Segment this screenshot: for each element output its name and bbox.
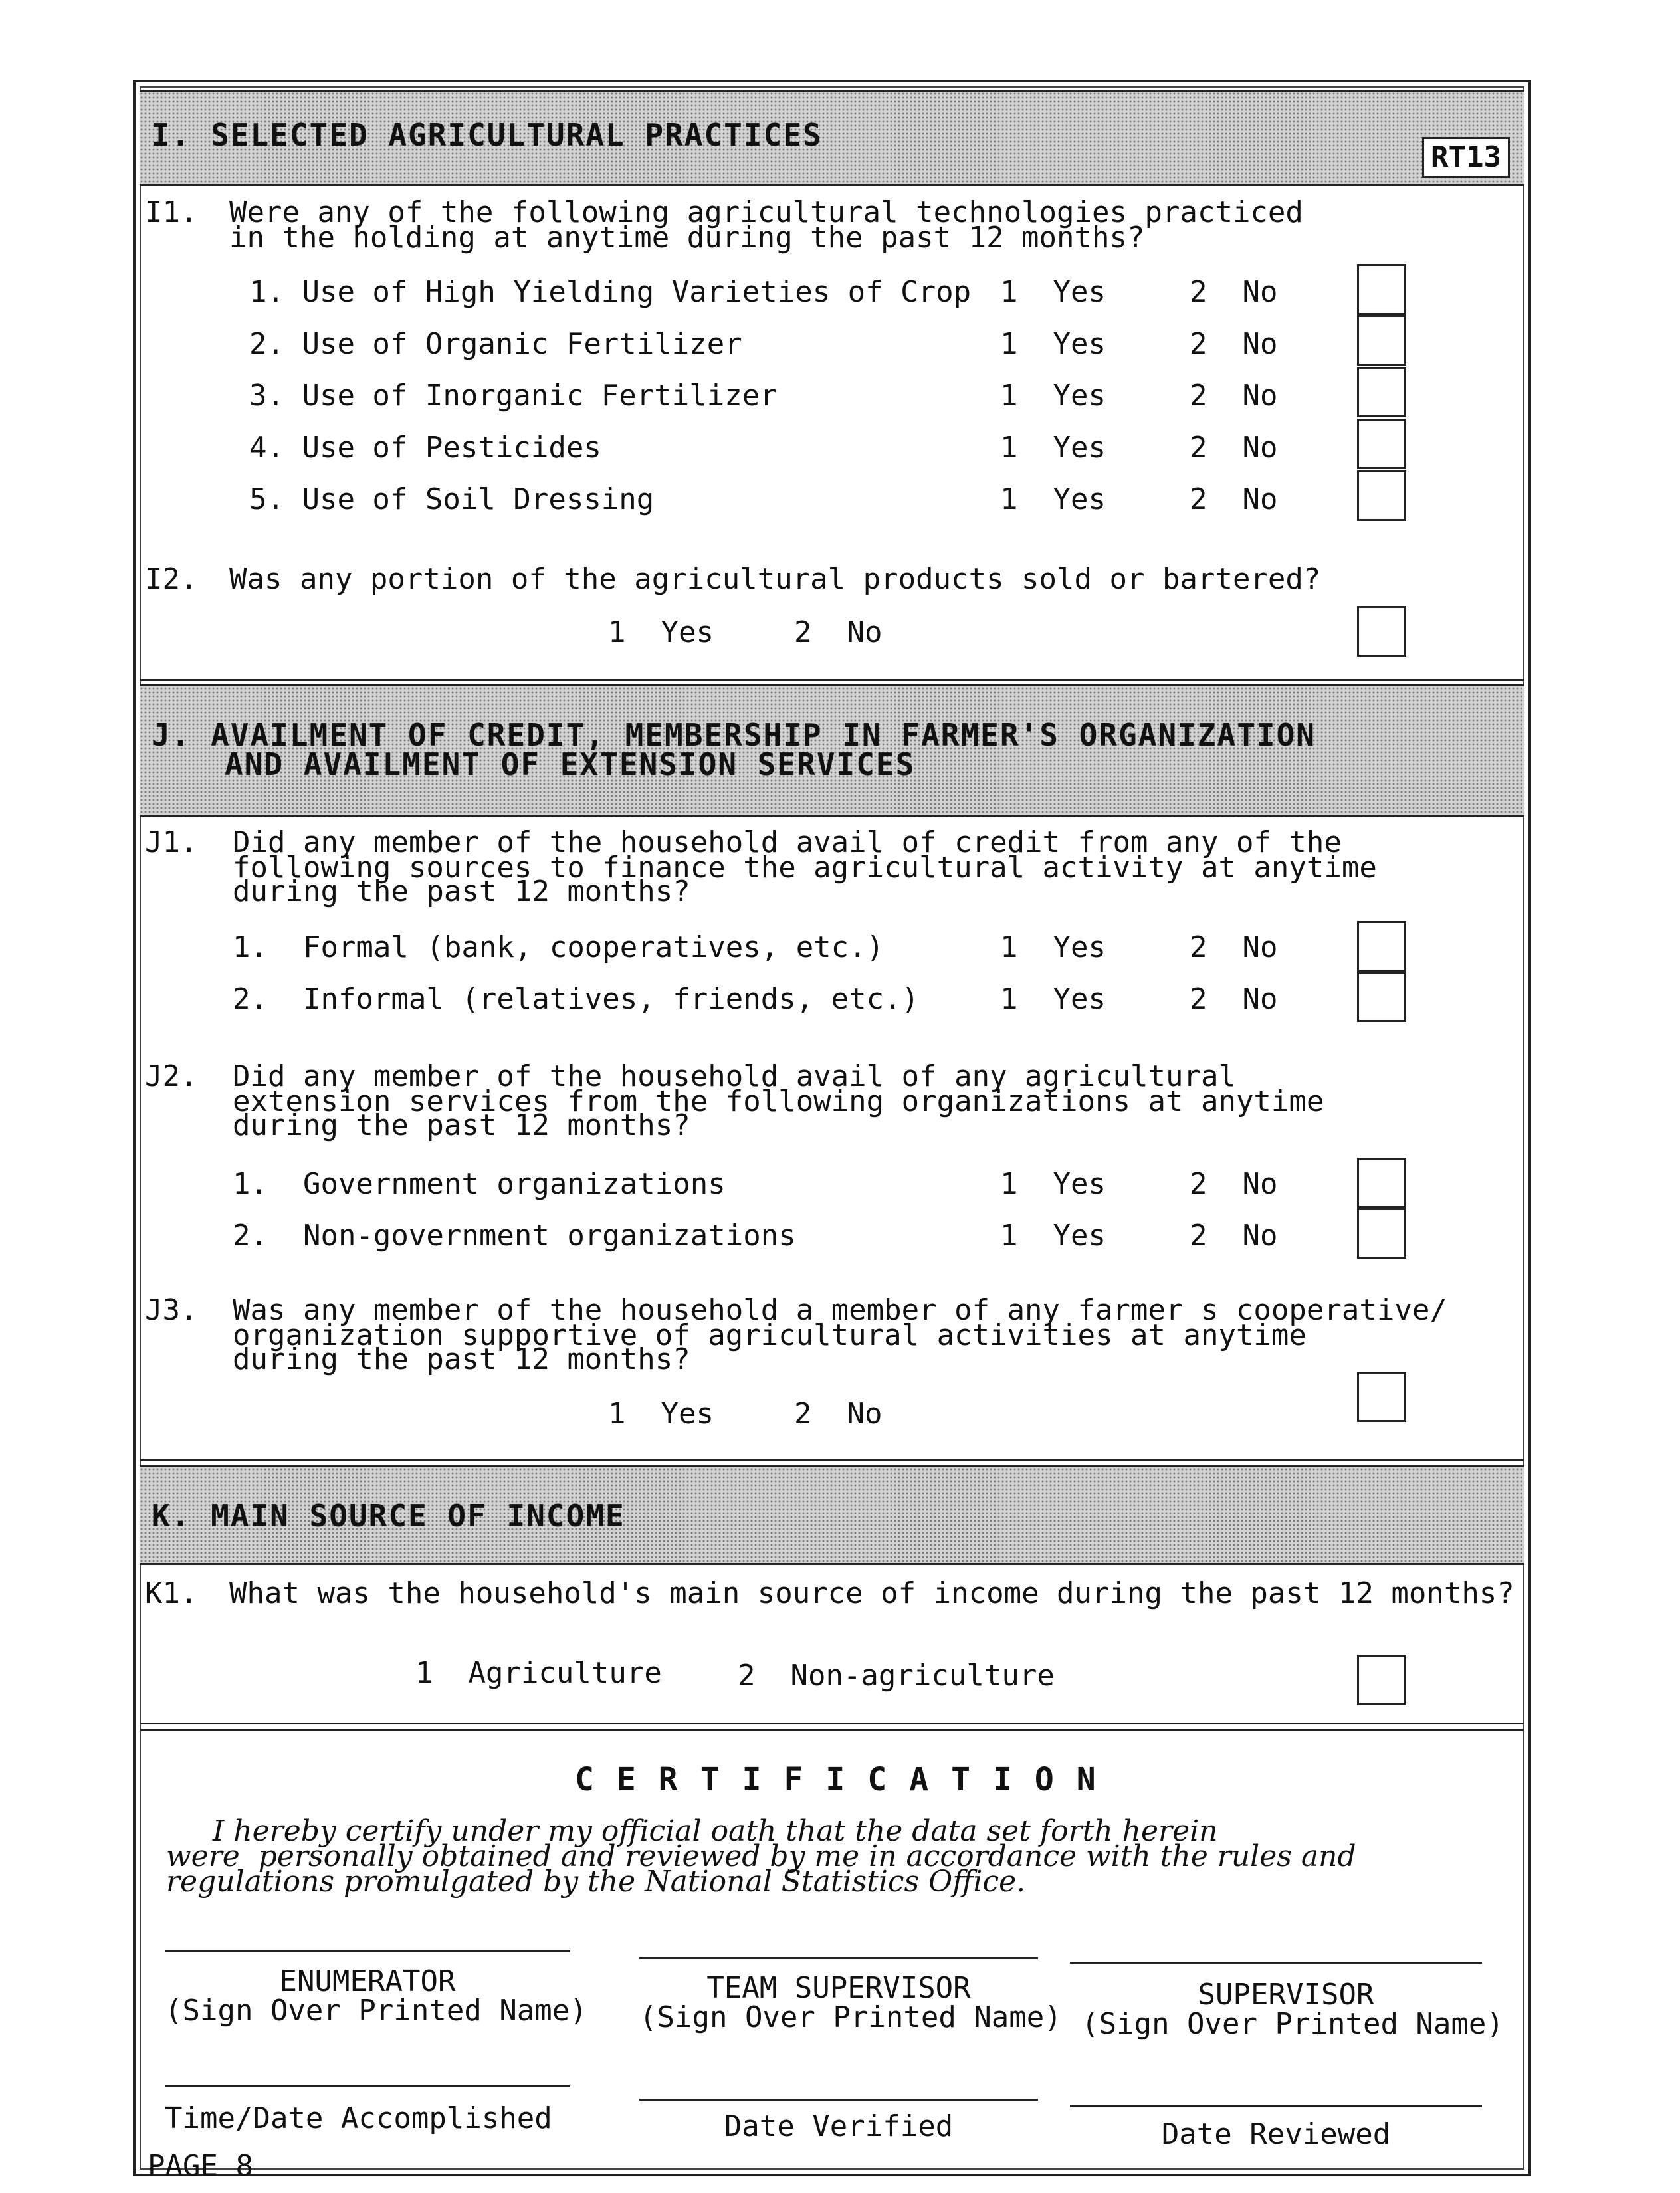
answer-box-i1-4[interactable]: [1357, 419, 1406, 469]
no-option: 2 No: [794, 1397, 883, 1431]
question-i1-number: I1.: [145, 195, 198, 229]
section-j-title-1: J. AVAILMENT OF CREDIT, MEMBERSHIP IN FARMER'S ORGANIZATION: [152, 717, 1316, 753]
divider: [140, 1729, 1524, 1731]
page-number: PAGE 8: [148, 2149, 253, 2183]
answer-box-i1-2[interactable]: [1357, 315, 1406, 366]
question-i1-text-1: Were any of the following agricultural technologies practiced: [229, 195, 1303, 229]
question-j1-text-2: following sources to finance the agricultural activity at anytime: [233, 851, 1377, 885]
certification-line-1: I hereby certify under my official oath that the data set forth herein: [166, 1814, 1218, 1848]
yes-option: 1 Yes: [1000, 1219, 1106, 1253]
no-option: 2 No: [1190, 379, 1278, 413]
no-option: 2 No: [794, 615, 883, 649]
no-option: 2 No: [1190, 275, 1278, 309]
yes-option: 1 Yes: [1000, 431, 1106, 465]
certification-title: CERTIFICATION: [575, 1761, 1118, 1798]
question-j3-text-3: during the past 12 months?: [233, 1342, 690, 1376]
yes-option: 1 Yes: [1000, 275, 1106, 309]
question-j2-text-2: extension services from the following organizations at anytime: [233, 1085, 1324, 1118]
enumerator-signature-line[interactable]: [165, 1950, 570, 1952]
question-k1-text: What was the household's main source of income during the past 12 months?: [229, 1576, 1515, 1610]
yes-option: 1 Yes: [1000, 1167, 1106, 1201]
yes-option: 1 Yes: [1000, 379, 1106, 413]
date-verified-label: Date Verified: [724, 2109, 954, 2143]
divider: [140, 1723, 1524, 1724]
date-reviewed-line[interactable]: [1070, 2105, 1482, 2107]
question-i2-number: I2.: [145, 562, 198, 596]
section-j-header: [140, 684, 1524, 817]
question-j2-number: J2.: [145, 1059, 198, 1093]
no-option: 2 No: [1190, 327, 1278, 361]
section-i-title: I. SELECTED AGRICULTURAL PRACTICES: [152, 117, 823, 153]
answer-box-i1-5[interactable]: [1357, 470, 1406, 521]
time-date-label: Time/Date Accomplished: [165, 2101, 552, 2135]
j1-item-label: 2. Informal (relatives, friends, etc.): [233, 982, 920, 1016]
section-k-header: [140, 1465, 1524, 1565]
answer-box-j1-1[interactable]: [1357, 921, 1406, 972]
no-option: 2 No: [1190, 482, 1278, 516]
question-j3-text-1: Was any member of the household a member of any farmer s cooperative/: [233, 1293, 1447, 1327]
answer-box-i2[interactable]: [1357, 606, 1406, 657]
no-option: 2 No: [1190, 982, 1278, 1016]
team-supervisor-signature-line[interactable]: [639, 1957, 1038, 1959]
section-k-title: K. MAIN SOURCE OF INCOME: [152, 1498, 625, 1534]
answer-box-i1-3[interactable]: [1357, 367, 1406, 417]
j1-item-label: 1. Formal (bank, cooperatives, etc.): [233, 930, 885, 964]
supervisor-label: SUPERVISOR: [1198, 1978, 1374, 2012]
answer-box-i1-1[interactable]: [1357, 264, 1406, 315]
date-verified-line[interactable]: [639, 2099, 1038, 2101]
enumerator-sign-note: (Sign Over Printed Name): [165, 1994, 587, 2028]
i1-item-label: 4. Use of Pesticides: [249, 431, 601, 465]
question-i1-text-2: in the holding at anytime during the past 12 months?: [229, 221, 1145, 255]
no-option: 2 No: [1190, 431, 1278, 465]
section-j-title-2: AND AVAILMENT OF EXTENSION SERVICES: [225, 746, 916, 782]
form-code-badge: RT13: [1422, 137, 1510, 178]
certification-line-2: were personally obtained and reviewed by me in accordance with the rules and: [166, 1839, 1356, 1873]
question-k1-number: K1.: [145, 1576, 198, 1610]
k1-option-agriculture: 1 Agriculture: [415, 1656, 662, 1690]
certification-line-3: regulations promulgated by the National Statistics Office.: [166, 1865, 1026, 1899]
no-option: 2 No: [1190, 1219, 1278, 1253]
i1-item-label: 5. Use of Soil Dressing: [249, 482, 655, 516]
divider: [140, 1459, 1524, 1461]
enumerator-label: ENUMERATOR: [279, 1964, 456, 1998]
question-j1-text-3: during the past 12 months?: [233, 875, 690, 908]
team-supervisor-sign-note: (Sign Over Printed Name): [639, 2000, 1062, 2034]
question-j1-number: J1.: [145, 825, 198, 859]
i1-item-label: 2. Use of Organic Fertilizer: [249, 327, 742, 361]
question-j3-number: J3.: [145, 1293, 198, 1327]
question-j2-text-3: during the past 12 months?: [233, 1108, 690, 1142]
question-j3-text-2: organization supportive of agricultural activities at anytime: [233, 1318, 1307, 1352]
answer-box-j1-2[interactable]: [1357, 972, 1406, 1022]
time-date-line[interactable]: [165, 2085, 570, 2087]
j2-item-label: 2. Non-government organizations: [233, 1219, 796, 1253]
i1-item-label: 3. Use of Inorganic Fertilizer: [249, 379, 778, 413]
yes-option: 1 Yes: [1000, 327, 1106, 361]
section-i-header: [140, 90, 1524, 186]
yes-option: 1 Yes: [1000, 482, 1106, 516]
answer-box-j3[interactable]: [1357, 1372, 1406, 1422]
question-i2-text: Was any portion of the agricultural products sold or bartered?: [229, 562, 1321, 596]
divider: [140, 679, 1524, 681]
question-j2-text-1: Did any member of the household avail of any agricultural: [233, 1059, 1236, 1093]
question-j1-text-1: Did any member of the household avail of credit from any of the: [233, 825, 1342, 859]
supervisor-signature-line[interactable]: [1070, 1962, 1482, 1964]
yes-option: 1 Yes: [1000, 930, 1106, 964]
no-option: 2 No: [1190, 930, 1278, 964]
answer-box-j2-1[interactable]: [1357, 1158, 1406, 1208]
j2-item-label: 1. Government organizations: [233, 1167, 726, 1201]
team-supervisor-label: TEAM SUPERVISOR: [706, 1971, 971, 2005]
date-reviewed-label: Date Reviewed: [1161, 2117, 1391, 2151]
yes-option: 1 Yes: [608, 1397, 714, 1431]
yes-option: 1 Yes: [608, 615, 714, 649]
answer-box-j2-2[interactable]: [1357, 1208, 1406, 1259]
supervisor-sign-note: (Sign Over Printed Name): [1081, 2007, 1504, 2041]
no-option: 2 No: [1190, 1167, 1278, 1201]
k1-option-non-agriculture: 2 Non-agriculture: [738, 1659, 1055, 1693]
answer-box-k1[interactable]: [1357, 1655, 1406, 1705]
i1-item-label: 1. Use of High Yielding Varieties of Crop: [249, 275, 972, 309]
yes-option: 1 Yes: [1000, 982, 1106, 1016]
